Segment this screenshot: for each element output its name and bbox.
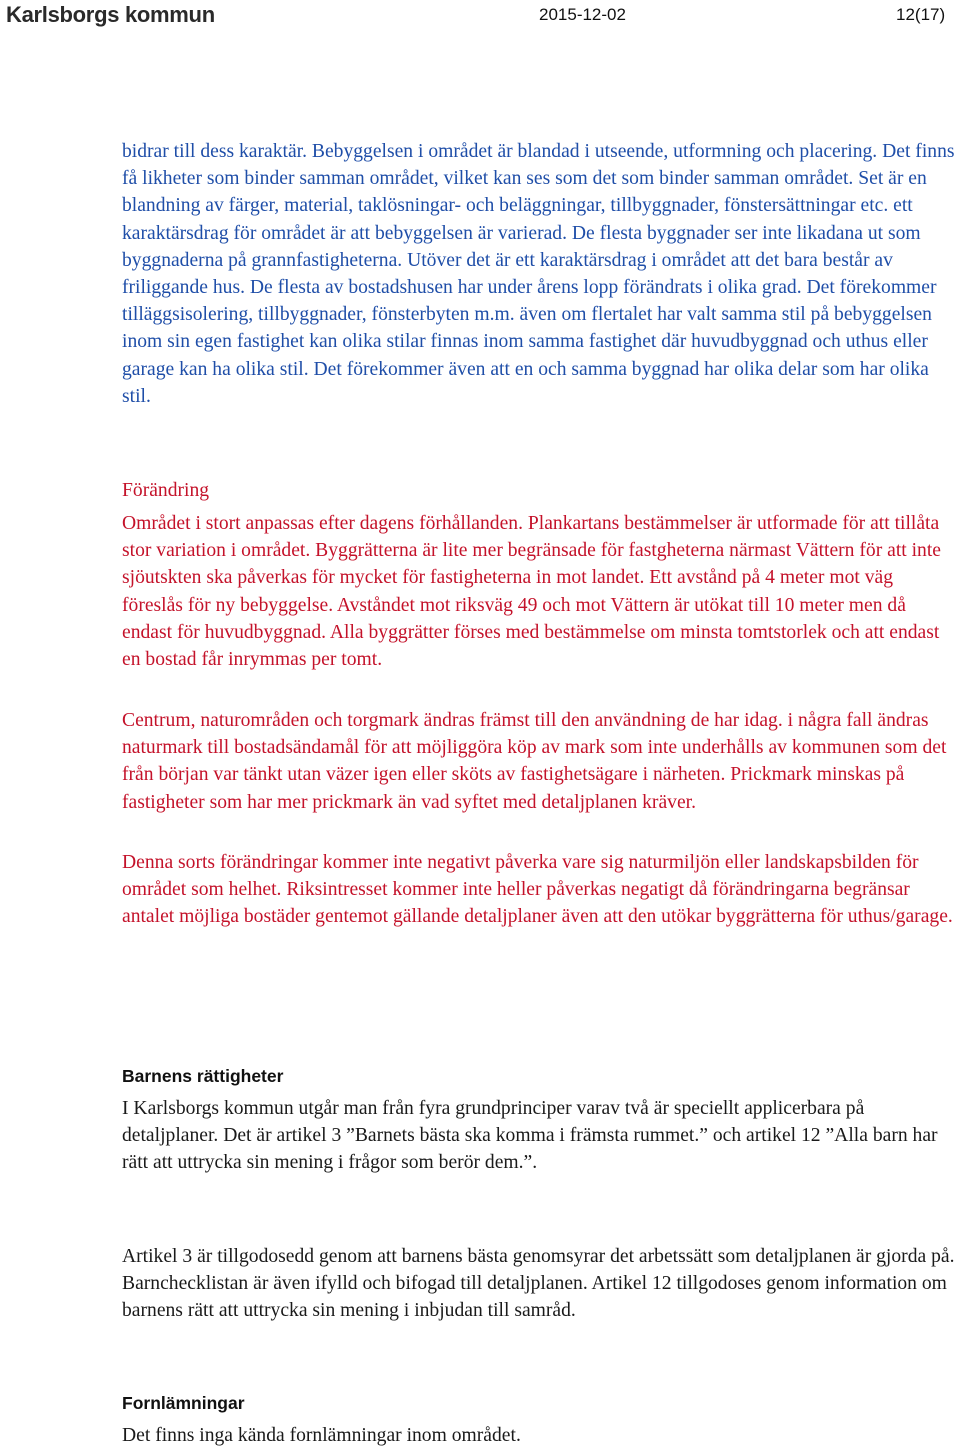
forandring-paragraph-3: Denna sorts förändringar kommer inte negativt påverka vare sig naturmiljön eller landskapsbilden för området som helhet. Riksintresset kommer inte heller påverkas negatigt då förändringarna begränsar antalet möjliga bostäder gentemot gällande detaljplaner även att den utökar byggrätterna för uthus/garage.	[122, 852, 953, 928]
document-date: 2015-12-02	[539, 5, 626, 24]
forandring-paragraph-1: Området i stort anpassas efter dagens förhållanden. Plankartans bestämmelser är utformade för att tillåta stor variation i området. Byggrätterna är lite mer begränsade för fastgheterna närmast Vättern för att inte sjöutskten ska påverkas för mycket för fastigheterna in mot landet. Ett avstånd på 4 meter mot väg föreslås för ny bebyggelse. Avståndet mot riksväg 49 och mot Vättern är utökat till 10 meter men då endast för huvudbyggnad. Alla byggrätter förses med bestämmelse om minsta tomtstorlek och att endast en bostad får inrymmas per tomt.	[122, 513, 941, 671]
forandring-body	[122, 510, 958, 673]
forandring-section	[122, 477, 958, 504]
municipality-logo: Karlsborgs kommun	[6, 2, 215, 27]
barnens-paragraph-2: Artikel 3 är tillgodosedd genom att barnens bästa genomsyrar det arbetssätt som detaljplanen är gjorda på. Barnchecklistan är även ifylld och bifogad till detaljplanen. Artikel 12 tillgodoses genom information om barnens rätt att uttrycka sin mening i inbjudan till samråd.	[122, 1246, 955, 1322]
forandring-paragraph-2: Centrum, naturområden och torgmark ändras främst till den användning de har idag. i några fall ändras naturmark till bostadsändamål för att möjliggöra köp av mark som inte underhålls av kommunen som det från början var tänkt utan väzer igen eller sköts av fastighetsägare i närheten. Prickmark minskas på fastigheter som har mer prickmark än vad syftet med detaljplanen kräver.	[122, 710, 947, 813]
forandring-body-3	[122, 849, 958, 931]
forandring-body-2	[122, 707, 958, 816]
page-number: 12(17)	[896, 5, 946, 24]
barnens-body	[122, 1095, 958, 1177]
page-header	[0, 0, 960, 34]
intro-section	[122, 138, 958, 410]
barnens-body-2	[122, 1243, 958, 1325]
fornlamningar-heading: Fornlämningar	[122, 1393, 245, 1413]
fornlamningar-section	[122, 1391, 958, 1415]
barnens-heading: Barnens rättigheter	[122, 1066, 284, 1086]
forandring-heading: Förändring	[122, 480, 210, 501]
barnens-section	[122, 1064, 958, 1088]
fornlamningar-body	[122, 1422, 958, 1449]
fornlamningar-paragraph: Det finns inga kända fornlämningar inom området.	[122, 1425, 521, 1446]
intro-paragraph: bidrar till dess karaktär. Bebyggelsen i området är blandad i utseende, utformning och placering. Det finns få likheter som binder samman området, vilket kan ses som det som binder samman området. Set är en blandning av färger, material, taklösningar- och beläggningar, tillbyggnader, fönstersättningar etc. ett karaktärsdrag för området är att bebyggelsen är varierad. De flesta byggnader ser inte likadana ut som byggnaderna på grannfastigheterna. Utöver det är ett karaktärsdrag i området att det bara består av friliggande hus. De flesta av bostadshusen har under årens lopp förändrats i olika grad. Det förekommer tilläggsisolering, tillbyggnader, fönsterbyten m.m. även om flertalet har valt samma stil på bebyggelsen inom sin egen fastighet kan olika stilar finnas inom samma fastighet där huvudbyggnad och uthus eller garage kan ha olika stil. Det förekommer även att en och samma byggnad har olika delar som har olika stil.	[122, 141, 955, 407]
barnens-paragraph-1: I Karlsborgs kommun utgår man från fyra grundprinciper varav två är speciellt applicerbara på detaljplaner. Det är artikel 3 ”Barnets bästa ska komma i främsta rummet.” och artikel 12 ”Alla barn har rätt att uttrycka sin mening i frågor som berör dem.”.	[122, 1098, 938, 1174]
